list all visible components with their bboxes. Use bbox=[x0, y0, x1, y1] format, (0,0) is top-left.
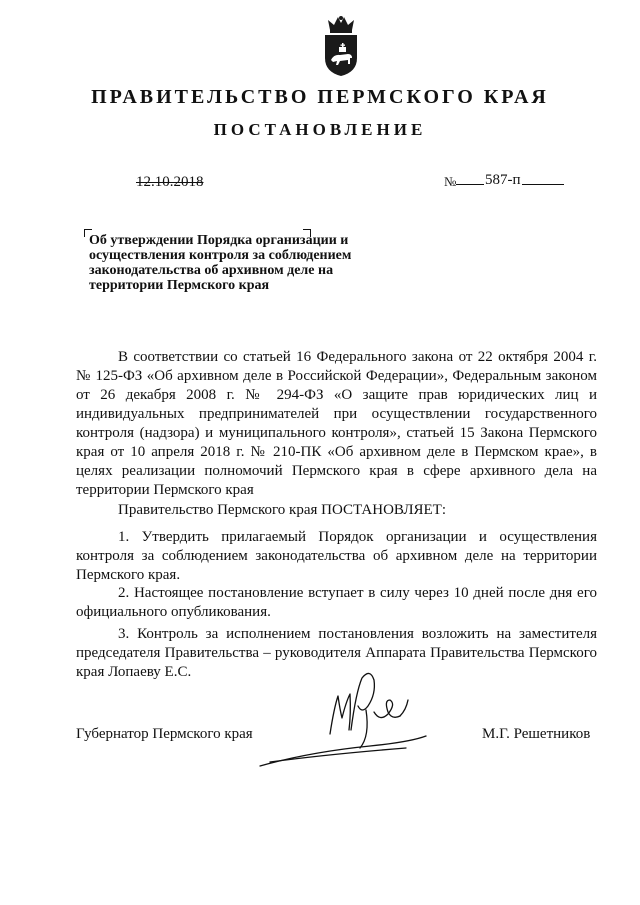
resolution-item-3: 3. Контроль за исполнением постановления возложить на заместителя председателя Правительства – руководителя Аппарата Правительства Пермского края Лопаеву Е.С. bbox=[76, 626, 597, 680]
document-date: 12.10.2018 bbox=[136, 174, 204, 190]
document-type-title: ПОСТАНОВЛЕНИЕ bbox=[213, 120, 427, 139]
document-subject: Об утверждении Порядка организации и осуществления контроля за соблюдением законодательства об архивном деле на территории Пермского края bbox=[89, 233, 352, 293]
handwritten-signature bbox=[230, 656, 430, 776]
governor-title: Губернатор Пермского края bbox=[76, 726, 253, 742]
governor-name: М.Г. Решетников bbox=[482, 726, 591, 742]
preamble-paragraph: В соответствии со статьей 16 Федерального закона от 22 октября 2004 г. № 125-ФЗ «Об архивном деле в Российской Федерации», Федеральным законом от 26 декабря 2008 г. № 294-ФЗ «О защите прав юридических лиц и индивидуальных предпринимателей при осуществлении государственного контроля (надзора) и муниципального контроля», статьей 15 Закона Пермского края от 10 апреля 2018 г. № 210-ПК «Об архивном деле в Пермском крае», в целях реализации полномочий Пермского края в сфере архивного дела на территории Пермского края bbox=[76, 349, 597, 498]
document-number: 587-п bbox=[485, 172, 521, 188]
resolution-item-2: 2. Настоящее постановление вступает в силу через 10 дней после дня его официального опубликования. bbox=[76, 585, 597, 620]
government-title: ПРАВИТЕЛЬСТВО ПЕРМСКОГО КРАЯ bbox=[91, 86, 549, 108]
resolution-line: Правительство Пермского края ПОСТАНОВЛЯЕТ: bbox=[118, 502, 447, 518]
resolution-item-1: 1. Утвердить прилагаемый Порядок организации и осуществления контроля за соблюдением законодательства об архивном деле на территории Пермского края. bbox=[76, 529, 597, 583]
coat-of-arms-icon bbox=[322, 14, 360, 78]
number-sign: № bbox=[444, 174, 457, 189]
